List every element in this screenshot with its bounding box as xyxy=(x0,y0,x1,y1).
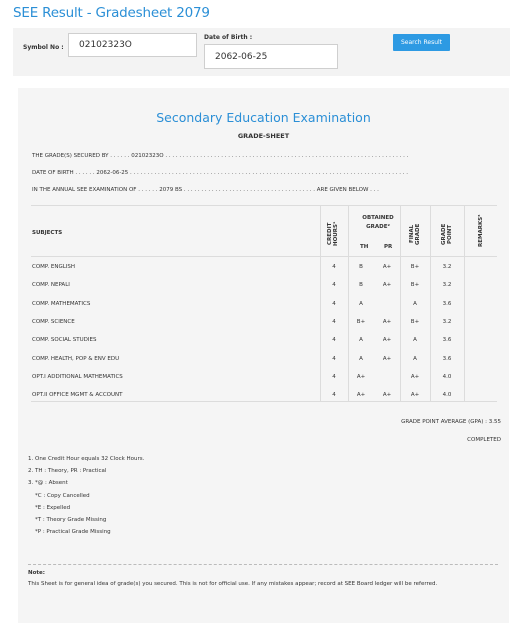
cell-subject: COMP. SOCIAL STUDIES xyxy=(32,337,97,344)
cell-th: A xyxy=(359,355,363,362)
dob-label: Date of Birth : xyxy=(204,34,253,41)
cell-grade-point: 3.2 xyxy=(442,282,452,289)
note-expelled: *E : Expelled xyxy=(35,505,71,511)
cell-pr xyxy=(374,295,400,313)
header-grade-point: GRADE POINT xyxy=(441,223,453,245)
cell-grade-point: 3.6 xyxy=(442,355,452,362)
cell-credit: 4 xyxy=(332,355,336,362)
gpa-value: GRADE POINT AVERAGE (GPA) : 3.55 xyxy=(401,419,501,425)
cell-pr: A+ xyxy=(382,355,392,362)
header-th: TH xyxy=(360,244,369,250)
header-remarks: REMARKS³ xyxy=(478,214,484,248)
cell-subject: COMP. NEPALI xyxy=(32,282,70,289)
table-row xyxy=(31,313,497,331)
cell-final-grade: A xyxy=(413,355,417,362)
cell-pr: A+ xyxy=(382,264,392,270)
note-text: This Sheet is for general idea of grade(s) you secured. This is not for official use. If any mistakes appear; record at SEE Board ledger will be referred. xyxy=(28,581,438,587)
cell-final-grade: A+ xyxy=(410,392,420,399)
cell-grade-point: 3.6 xyxy=(442,300,452,307)
cell-th: A xyxy=(359,300,363,307)
cell-grade-point: 3.2 xyxy=(442,264,452,270)
cell-credit: 4 xyxy=(332,392,336,399)
cell-final-grade: A xyxy=(413,300,417,307)
table-row xyxy=(31,350,497,368)
status-completed: COMPLETED xyxy=(467,437,501,443)
header-final-grade: FINAL GRADE xyxy=(409,223,421,245)
cell-th: B xyxy=(359,282,363,289)
note-title: Note: xyxy=(28,570,45,576)
cell-subject: OPT.I ADDITIONAL MATHEMATICS xyxy=(32,373,123,380)
cell-th: A+ xyxy=(356,373,366,380)
cell-credit: 4 xyxy=(332,264,336,270)
table-row xyxy=(31,276,497,294)
cell-pr xyxy=(374,368,400,386)
cell-th: A+ xyxy=(356,392,366,399)
cell-grade-point: 3.6 xyxy=(442,337,452,344)
table-header-line xyxy=(31,256,497,257)
grade-sheet xyxy=(18,88,509,623)
header-subjects: SUBJECTS xyxy=(32,230,63,236)
cell-credit: 4 xyxy=(332,337,336,344)
table-row xyxy=(31,368,497,386)
cell-grade-point: 4.0 xyxy=(442,392,452,399)
note-practical-missing: *P : Practical Grade Missing xyxy=(35,529,111,535)
note-absent: 3. *@ : Absent xyxy=(28,480,68,486)
cell-subject: COMP. MATHEMATICS xyxy=(32,300,91,307)
table-row xyxy=(31,331,497,349)
cell-th: A xyxy=(359,337,363,344)
search-panel xyxy=(13,28,510,76)
cell-grade-point: 4.0 xyxy=(442,373,452,380)
table-row xyxy=(31,258,497,276)
header-credit-hours: CREDIT HOURS¹ xyxy=(327,221,339,247)
note-theory-missing: *T : Theory Grade Missing xyxy=(35,517,107,523)
symbol-input[interactable]: 02102323O xyxy=(68,33,197,57)
cell-pr: A+ xyxy=(382,392,392,399)
sheet-subtitle: GRADE-SHEET xyxy=(237,132,290,140)
table-top-line xyxy=(31,205,497,206)
table-bottom-line xyxy=(31,401,497,402)
cell-pr: A+ xyxy=(382,337,392,344)
secured-by-line: THE GRADE(S) SECURED BY . . . . . . 02102323O . . . . . . . . . . . . . . . . . . . . . . . . . . . . . . . . . . . . . . . . . . . . . . . . . . . . . . . . . . . . . . . . . . . . . . xyxy=(32,153,409,159)
cell-subject: OPT.II OFFICE MGMT & ACCOUNT xyxy=(32,392,123,399)
symbol-label: Symbol No : xyxy=(23,44,64,51)
cell-final-grade: B+ xyxy=(410,318,420,325)
cell-credit: 4 xyxy=(332,300,336,307)
page-title: SEE Result - Gradesheet 2079 xyxy=(13,5,210,21)
note-copy-cancelled: *C : Copy Cancelled xyxy=(35,493,90,499)
sheet-title: Secondary Education Examination xyxy=(156,110,371,125)
dashed-divider xyxy=(28,564,498,565)
cell-credit: 4 xyxy=(332,282,336,289)
cell-final-grade: B+ xyxy=(410,264,420,270)
dob-input[interactable]: 2062-06-25 xyxy=(204,44,338,69)
cell-subject: COMP. HEALTH, POP & ENV EDU xyxy=(32,355,120,362)
search-result-button[interactable]: Search Result xyxy=(393,34,450,51)
cell-final-grade: A xyxy=(413,337,417,344)
header-obtained-grade: OBTAINED GRADE² xyxy=(362,215,394,230)
note-credit-hour: 1. One Credit Hour equals 32 Clock Hours. xyxy=(28,456,145,462)
cell-pr: A+ xyxy=(382,282,392,289)
cell-th: B+ xyxy=(356,318,366,325)
cell-credit: 4 xyxy=(332,373,336,380)
cell-th: B xyxy=(359,264,363,270)
cell-pr: A+ xyxy=(382,318,392,325)
cell-subject: COMP. ENGLISH xyxy=(32,264,76,270)
exam-line: IN THE ANNUAL SEE EXAMINATION OF . . . . . . 2079 BS . . . . . . . . . . . . . . . . . . . . . . . . . . . . . . . . . . . . . . ARE GIVEN BELOW . . . xyxy=(32,187,379,193)
cell-final-grade: A+ xyxy=(410,373,420,380)
cell-credit: 4 xyxy=(332,318,336,325)
header-pr: PR xyxy=(384,244,393,250)
note-th-pr: 2. TH : Theory, PR : Practical xyxy=(28,468,107,474)
dob-line: DATE OF BIRTH . . . . . . 2062-06-25 . . . . . . . . . . . . . . . . . . . . . . . . . . . . . . . . . . . . . . . . . . . . . . . . . . . . . . . . . . . . . . . . . . . . . . . . . . . . . . . . xyxy=(32,170,409,176)
cell-grade-point: 3.2 xyxy=(442,318,452,325)
cell-final-grade: B+ xyxy=(410,282,420,289)
table-row xyxy=(31,295,497,313)
cell-subject: COMP. SCIENCE xyxy=(32,318,75,325)
